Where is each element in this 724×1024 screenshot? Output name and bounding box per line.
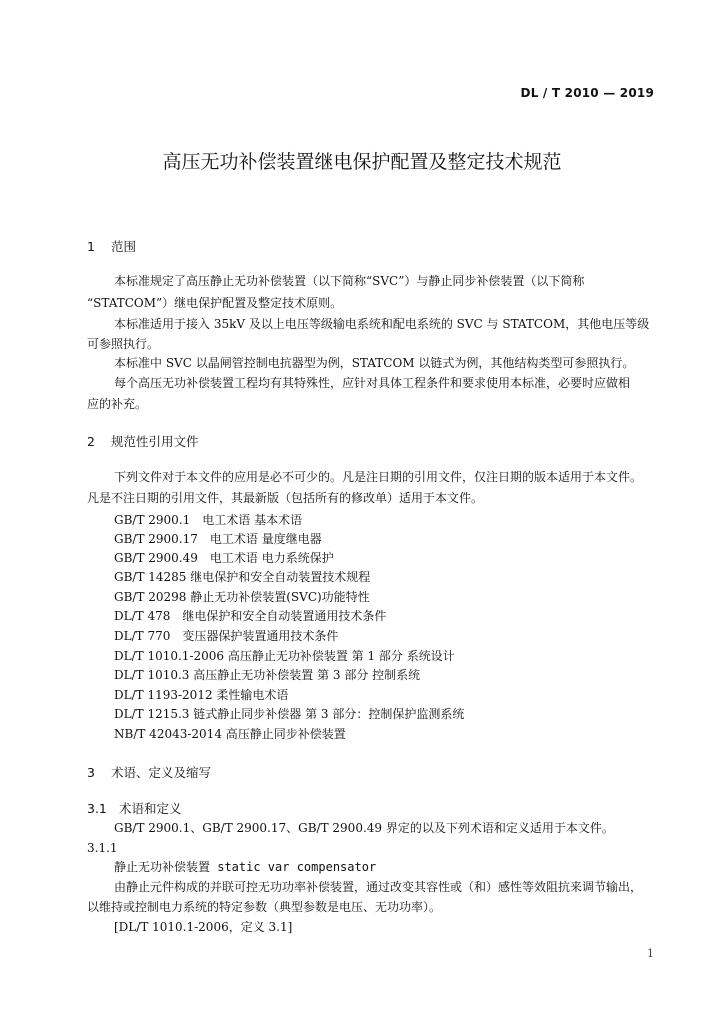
- reference-item: DL/T 1010.3 高压静止无功补偿装置 第 3 部分 控制系统: [114, 668, 421, 682]
- term-source: [DL/T 1010.1-2006，定义 3.1]: [114, 920, 293, 934]
- reference-item: GB/T 2900.49 电工术语 电力系统保护: [114, 551, 334, 565]
- reference-item: GB/T 2900.17 电工术语 量度继电器: [114, 532, 322, 546]
- term-definition-line-1: 由静止元件构成的并联可控无功功率补偿装置，通过改变其容性或（和）感性等效阻抗来调节输出，: [114, 880, 643, 894]
- section-number: 2: [87, 434, 95, 449]
- term-definition-line-2: 以维持或控制电力系统的特定参数（典型参数是电压、无功功率）。: [87, 900, 442, 914]
- reference-item: NB/T 42043-2014 高压静止同步补偿装置: [114, 727, 346, 741]
- scope-paragraph-4-line-2: 应的补充。: [87, 397, 148, 411]
- term-name-text: 静止无功补偿装置 static var compensator: [114, 860, 377, 874]
- reference-item: DL/T 770 变压器保护装置通用技术条件: [114, 629, 339, 643]
- term-name: [114, 859, 376, 875]
- term-number: 3.1.1: [87, 841, 118, 855]
- scope-paragraph-2-line-2: 可参照执行。: [87, 337, 160, 351]
- section-3-heading: [87, 763, 211, 781]
- standard-number: DL / T 2010 — 2019: [520, 86, 654, 100]
- section-title: 范围: [111, 239, 137, 254]
- page-number: 1: [647, 947, 654, 960]
- scope-paragraph-1-line-2: “STATCOM”）继电保护配置及整定技术原则。: [87, 296, 343, 310]
- document-title: 高压无功补偿装置继电保护配置及整定技术规范: [162, 151, 562, 173]
- section-2-heading: [87, 432, 199, 450]
- section-title: 术语和定义: [119, 801, 182, 816]
- section-1-heading: [87, 237, 136, 255]
- reference-item: DL/T 1215.3 链式静止同步补偿器 第 3 部分：控制保护监测系统: [114, 707, 465, 721]
- section-number: 1: [87, 239, 95, 254]
- reference-item: DL/T 1010.1-2006 高压静止无功补偿装置 第 1 部分 系统设计: [114, 649, 455, 663]
- scope-paragraph-4-line-1: 每个高压无功补偿装置工程均有其特殊性，应针对具体工程条件和要求使用本标准，必要时应做相: [114, 376, 631, 390]
- scope-paragraph-2-line-1: 本标准适用于接入 35kV 及以上电压等级输电系统和配电系统的 SVC 与 STATCOM，其他电压等级: [114, 317, 650, 331]
- reference-item: GB/T 14285 继电保护和安全自动装置技术规程: [114, 570, 371, 584]
- section-title: 规范性引用文件: [111, 434, 199, 449]
- reference-item: DL/T 1193-2012 柔性输电术语: [114, 688, 289, 702]
- scope-paragraph-3: 本标准中 SVC 以晶闸管控制电抗器型为例，STATCOM 以链式为例，其他结构类型可参照执行。: [114, 356, 635, 370]
- reference-item: DL/T 478 继电保护和安全自动装置通用技术条件: [114, 609, 387, 623]
- scope-paragraph-1-line-1: 本标准规定了高压静止无功补偿装置（以下简称“SVC”）与静止同步补偿装置（以下简称: [114, 274, 585, 288]
- normative-intro-line-1: 下列文件对于本文件的应用是必不可少的。凡是注日期的引用文件，仅注日期的版本适用于本文件。: [114, 470, 643, 484]
- normative-intro-line-2: 凡是不注日期的引用文件，其最新版（包括所有的修改单）适用于本文件。: [87, 491, 484, 505]
- section-number: 3.1: [87, 801, 107, 816]
- section-title: 术语、定义及缩写: [111, 765, 212, 780]
- terms-intro: GB/T 2900.1、GB/T 2900.17、GB/T 2900.49 界定的以及下列术语和定义适用于本文件。: [114, 821, 614, 835]
- section-3-1-heading: [87, 799, 182, 817]
- section-number: 3: [87, 765, 95, 780]
- reference-item: GB/T 2900.1 电工术语 基本术语: [114, 513, 303, 527]
- reference-item: GB/T 20298 静止无功补偿装置(SVC)功能特性: [114, 590, 370, 604]
